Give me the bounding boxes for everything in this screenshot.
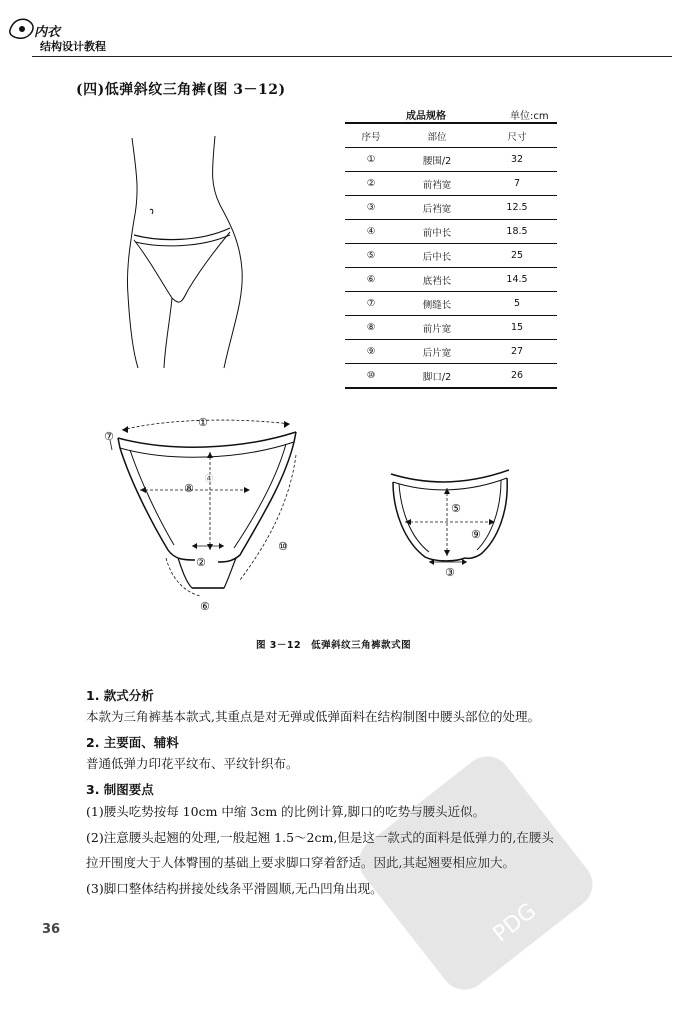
- page-number: 36: [42, 922, 61, 937]
- heading-materials: 2. 主要面、辅料: [86, 735, 179, 750]
- row-no: ⑥: [345, 268, 397, 292]
- row-size: 5: [477, 292, 557, 316]
- label-front-width: ⑧: [184, 482, 194, 495]
- label-leg-opening: ⑩: [278, 540, 288, 553]
- row-size: 26: [477, 364, 557, 389]
- body-figure-illustration: [120, 130, 260, 370]
- row-part: 底裆长: [397, 268, 477, 292]
- paragraph: 本款为三角裤基本款式,其重点是对无弹或低弹面料在结构制图中腰头部位的处理。: [86, 709, 540, 724]
- row-size: 27: [477, 340, 557, 364]
- row-size: 14.5: [477, 268, 557, 292]
- row-no: ⑦: [345, 292, 397, 316]
- table-row: [345, 268, 557, 292]
- row-size: 18.5: [477, 220, 557, 244]
- row-part: 脚口/2: [397, 364, 477, 389]
- book-title: 结构设计教程: [40, 40, 106, 53]
- paragraph: (3)脚口整体结构拼接处线条平滑圆顺,无凸凹角出现。: [86, 881, 383, 896]
- logo-text: 内衣: [34, 25, 61, 40]
- column-header-size: 尺寸: [477, 123, 557, 148]
- table-row: [345, 364, 557, 389]
- figure-caption: 图 3－12 低弹斜纹三角裤款式图: [256, 640, 412, 651]
- label-back-width: ⑨: [471, 528, 481, 541]
- row-part: 侧缝长: [397, 292, 477, 316]
- table-row: [345, 340, 557, 364]
- label-side-seam: ⑦: [104, 430, 114, 443]
- row-no: ③: [345, 196, 397, 220]
- back-brief-diagram: [385, 462, 515, 580]
- section-title: (四)低弹斜纹三角裤(图 3－12): [76, 82, 286, 98]
- table-row: [345, 316, 557, 340]
- label-front-center: ④: [204, 472, 214, 485]
- heading-drafting-points: 3. 制图要点: [86, 782, 154, 797]
- label-crotch-length: ⑥: [200, 600, 210, 613]
- row-part: 后片宽: [397, 340, 477, 364]
- table-header-row: [345, 123, 557, 148]
- row-part: 后裆宽: [397, 196, 477, 220]
- label-front-crotch: ②: [196, 556, 206, 569]
- row-part: 前片宽: [397, 316, 477, 340]
- row-no: ④: [345, 220, 397, 244]
- row-no: ②: [345, 172, 397, 196]
- paragraph: 普通低弹力印花平纹布、平纹针织布。: [86, 756, 299, 771]
- front-brief-diagram: [100, 410, 320, 625]
- table-row: [345, 148, 557, 172]
- row-size: 25: [477, 244, 557, 268]
- table-row: [345, 292, 557, 316]
- table-row: [345, 172, 557, 196]
- label-back-center: ⑤: [451, 502, 461, 515]
- column-header-no: 序号: [345, 123, 397, 148]
- label-back-crotch: ③: [445, 566, 455, 579]
- row-no: ⑨: [345, 340, 397, 364]
- table-row: [345, 220, 557, 244]
- row-part: 前裆宽: [397, 172, 477, 196]
- heading-style-analysis: 1. 款式分析: [86, 688, 154, 703]
- row-no: ⑤: [345, 244, 397, 268]
- row-size: 15: [477, 316, 557, 340]
- row-part: 前中长: [397, 220, 477, 244]
- header-divider: [32, 56, 672, 57]
- row-no: ⑩: [345, 364, 397, 389]
- spec-table-unit: 单位:cm: [510, 111, 549, 122]
- row-size: 32: [477, 148, 557, 172]
- watermark-text: PDG: [488, 898, 542, 948]
- row-no: ⑧: [345, 316, 397, 340]
- paragraph: (1)腰头吃势按每 10cm 中缩 3cm 的比例计算,脚口的吃势与腰头近似。: [86, 804, 486, 819]
- paragraph: (2)注意腰头起翘的处理,一般起翘 1.5～2cm,但是这一款式的面料是低弹力的,在腰头: [86, 830, 554, 845]
- row-size: 7: [477, 172, 557, 196]
- column-header-part: 部位: [397, 123, 477, 148]
- spec-table: [345, 122, 557, 389]
- row-size: 12.5: [477, 196, 557, 220]
- table-row: [345, 244, 557, 268]
- paragraph: 拉开围度大于人体臀围的基础上要求脚口穿着舒适。因此,其起翘要相应加大。: [86, 855, 515, 870]
- row-part: 腰围/2: [397, 148, 477, 172]
- label-waist: ①: [198, 416, 208, 429]
- row-part: 后中长: [397, 244, 477, 268]
- row-no: ①: [345, 148, 397, 172]
- watermark-stamp: [350, 755, 600, 1005]
- spec-table-caption: 成品规格: [406, 111, 446, 122]
- table-row: [345, 196, 557, 220]
